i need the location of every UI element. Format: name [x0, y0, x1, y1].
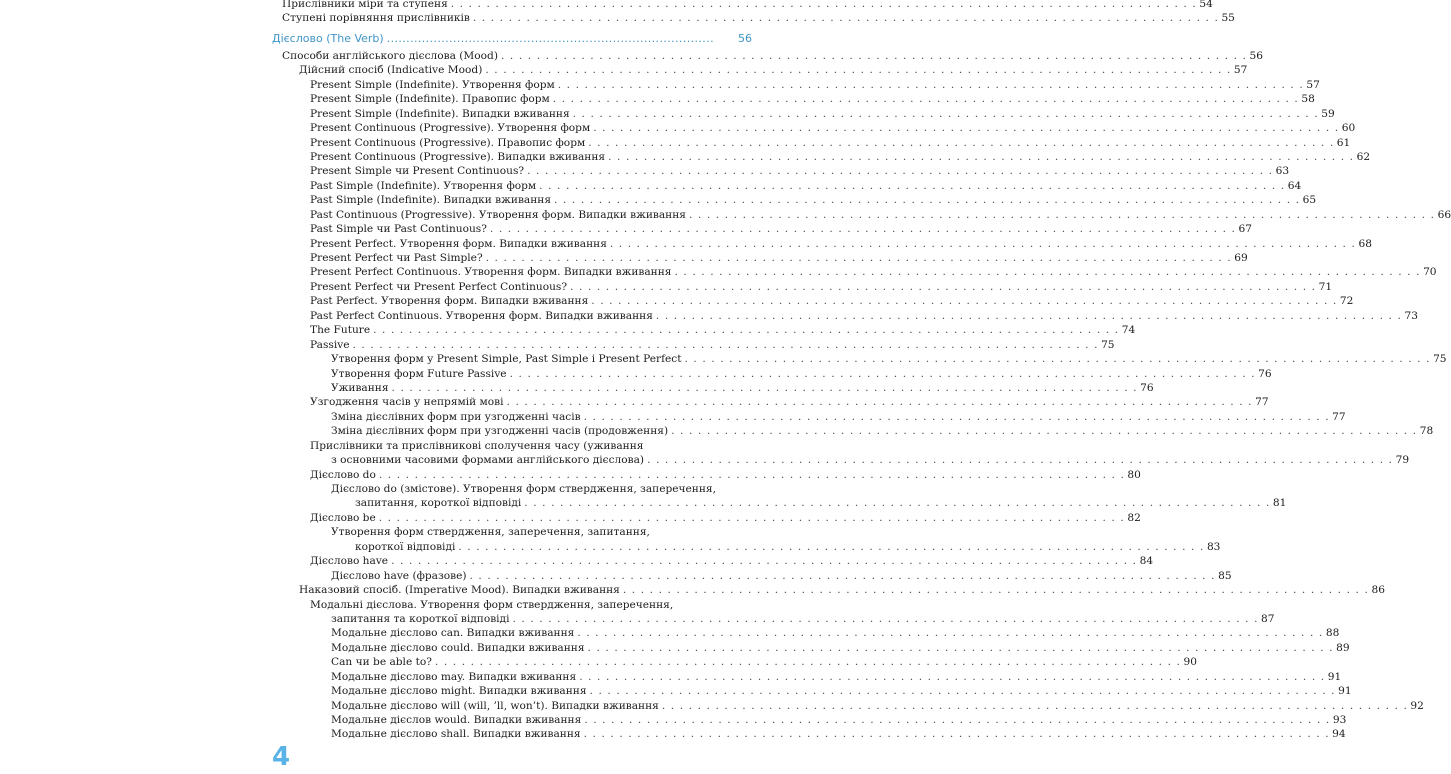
- toc-entry: [272, 280, 1333, 294]
- toc-entry-title: Past Perfect Continuous. Утворення форм. Випадки вживання: [310, 309, 653, 322]
- toc-entry: [272, 439, 752, 453]
- toc-entry: [272, 453, 1410, 467]
- toc-entry: [272, 727, 1346, 741]
- toc-entry-title: Passive: [310, 338, 350, 351]
- toc-entry-title: Утворення форм ствердження, заперечення, запитання,: [331, 526, 650, 539]
- toc-dot-leader: . . . . . . . . . . . . . . . . . . . . . . . . . . . . . . . . . . . . . . . . . . . . . . . . . . . . . . . . . . . . . . . . . . . . . . . . . . . . . . . . . . . .: [554, 194, 1301, 207]
- toc-entry-title: Модальне дієслов would. Випадки вживання: [331, 714, 582, 726]
- toc-entry: [272, 626, 1340, 640]
- toc-dot-leader: . . . . . . . . . . . . . . . . . . . . . . . . . . . . . . . . . . . . . . . . . . . . . . . . . . . . . . . . . . . . . . . . . . . . . . . . . . . . . . . . . . . .: [391, 555, 1138, 568]
- toc-entry: [272, 525, 752, 539]
- toc-dot-leader: ....................................................................................: [386, 31, 714, 45]
- toc-entry-page: 92: [1410, 699, 1424, 712]
- toc-dot-leader: . . . . . . . . . . . . . . . . . . . . . . . . . . . . . . . . . . . . . . . . . . . . . . . . . . . . . . . . . . . . . . . . . . . . . . . . . . . . . . . . . . . .: [671, 425, 1418, 438]
- toc-dot-leader: . . . . . . . . . . . . . . . . . . . . . . . . . . . . . . . . . . . . . . . . . . . . . . . . . . . . . . . . . . . . . . . . . . . . . . . . . . . . . . . . . . . .: [500, 49, 1248, 62]
- toc-entry: [272, 612, 1275, 626]
- toc-entry: [272, 583, 1385, 597]
- toc-entry-title: запитання та короткої відповіді: [331, 612, 510, 625]
- toc-entry-title: Present Simple чи Present Continuous?: [310, 165, 525, 178]
- toc-entry-page: 58: [1301, 93, 1315, 106]
- toc-entry-page: 71: [1318, 280, 1333, 293]
- toc-dot-leader: . . . . . . . . . . . . . . . . . . . . . . . . . . . . . . . . . . . . . . . . . . . . . . . . . . . . . . . . . . . . . . . . . . . . . . . . . . . . . . . . . . . .: [608, 150, 1355, 163]
- toc-entry: [272, 251, 1248, 265]
- toc-entry: [272, 49, 1264, 63]
- toc-entry-title: Дієслово have (фразове): [331, 569, 467, 582]
- toc-entry-page: 54: [1199, 0, 1213, 10]
- toc-entry-page: 90: [1183, 656, 1197, 669]
- toc-dot-leader: . . . . . . . . . . . . . . . . . . . . . . . . . . . . . . . . . . . . . . . . . . . . . . . . . . . . . . . . . . . . . . . . . . . . . . . . . . . . . . . . . . . .: [579, 670, 1326, 683]
- toc-entry-page: 70: [1423, 266, 1437, 279]
- toc-entry: [272, 150, 1371, 164]
- toc-entry-page: 85: [1218, 569, 1232, 582]
- toc-entry: [272, 222, 1252, 236]
- toc-entry-title: Present Continuous (Progressive). Утворення форм: [310, 122, 591, 135]
- toc-entry-page: 74: [1121, 324, 1136, 337]
- toc-entry-page: 60: [1341, 122, 1356, 135]
- toc-entry-page: 69: [1234, 252, 1248, 264]
- toc-entry: [272, 237, 1372, 251]
- toc-entry-title: Модальне дієслово can. Випадки вживання: [331, 627, 575, 640]
- toc-entry-title: Узгодження часів у непрямій мові: [310, 396, 504, 409]
- toc-entry-title: Модальне дієслово will (will, ’ll, won’t). Випадки вживання: [331, 699, 659, 712]
- toc-entry: [272, 121, 1356, 135]
- table-of-contents: [272, 0, 1451, 742]
- toc-entry-page: 61: [1336, 136, 1351, 149]
- toc-entry: [272, 395, 1269, 409]
- toc-dot-leader: . . . . . . . . . . . . . . . . . . . . . . . . . . . . . . . . . . . . . . . . . . . . . . . . . . . . . . . . . . . . . . . . . . . . . . . . . . . . . . . . . . . .: [485, 252, 1232, 264]
- toc-entry-title: Present Continuous (Progressive). Випадки вживання: [310, 150, 606, 163]
- toc-entry-title: Past Simple (Indefinite). Випадки вживання: [310, 194, 552, 207]
- toc-entry-page: 62: [1356, 150, 1371, 163]
- toc-dot-leader: . . . . . . . . . . . . . . . . . . . . . . . . . . . . . . . . . . . . . . . . . . . . . . . . . . . . . . . . . . . . . . . . . . . . . . . . . . . . . . . . . . . .: [469, 569, 1216, 582]
- toc-entry: [272, 11, 1235, 25]
- toc-entry: [272, 136, 1351, 150]
- toc-entry: [272, 511, 1141, 525]
- toc-entry-page: 56: [738, 31, 752, 45]
- toc-entry: [272, 482, 752, 496]
- toc-entry-title: Past Continuous (Progressive). Утворення форм. Випадки вживання: [310, 208, 686, 221]
- toc-dot-leader: . . . . . . . . . . . . . . . . . . . . . . . . . . . . . . . . . . . . . . . . . . . . . . . . . . . . . . . . . . . . . . . . . . . . . . . . . . . . . . . . . . . .: [570, 280, 1317, 293]
- toc-entry-page: 64: [1287, 179, 1302, 192]
- toc-entry-page: 77: [1332, 410, 1346, 423]
- toc-dot-leader: . . . . . . . . . . . . . . . . . . . . . . . . . . . . . . . . . . . . . . . . . . . . . . . . . . . . . . . . . . . . . . . . . . . . . . . . . . . . . . . . . . . .: [524, 497, 1271, 510]
- toc-entry-title: Уживання: [331, 381, 389, 394]
- toc-entry-title: Past Perfect. Утворення форм. Випадки вживання: [310, 295, 589, 308]
- toc-entry-title: Present Simple (Indefinite). Утворення форм: [310, 78, 555, 91]
- toc-dot-leader: . . . . . . . . . . . . . . . . . . . . . . . . . . . . . . . . . . . . . . . . . . . . . . . . . . . . . . . . . . . . . . . . . . . . . . . . . . . . . . . . . . . .: [647, 454, 1394, 467]
- toc-entry: [272, 670, 1342, 684]
- toc-entry-title: Зміна дієслівних форм при узгодженні часів (продовження): [331, 425, 669, 438]
- toc-entry: [272, 655, 1197, 669]
- toc-dot-leader: . . . . . . . . . . . . . . . . . . . . . . . . . . . . . . . . . . . . . . . . . . . . . . . . . . . . . . . . . . . . . . . . . . . . . . . . . . . . . . . . . . . .: [434, 656, 1181, 669]
- toc-entry: [272, 569, 1232, 583]
- toc-entry-title: Can чи be able to?: [331, 656, 432, 669]
- toc-dot-leader: . . . . . . . . . . . . . . . . . . . . . . . . . . . . . . . . . . . . . . . . . . . . . . . . . . . . . . . . . . . . . . . . . . . . . . . . . . . . . . . . . . . .: [458, 540, 1205, 553]
- toc-entry-title: Модальне дієслово could. Випадки вживання: [331, 641, 585, 654]
- toc-entry: [272, 554, 1154, 568]
- toc-entry-page: 91: [1338, 685, 1352, 698]
- toc-entry-title: Present Perfect Continuous. Утворення форм. Випадки вживання: [310, 266, 672, 279]
- toc-entry-title: Модальне дієслово may. Випадки вживання: [331, 670, 577, 683]
- toc-section-heading: [272, 30, 752, 48]
- toc-entry: [272, 496, 1287, 510]
- toc-entry: [272, 107, 1335, 121]
- toc-entry-page: 63: [1275, 165, 1290, 178]
- toc-entry-page: 77: [1255, 396, 1269, 409]
- toc-entry-page: 57: [1306, 78, 1320, 91]
- toc-dot-leader: . . . . . . . . . . . . . . . . . . . . . . . . . . . . . . . . . . . . . . . . . . . . . . . . . . . . . . . . . . . . . . . . . . . . . . . . . . . . . . . . . . . .: [577, 627, 1324, 640]
- toc-entry-title: Утворення форм Future Passive: [331, 367, 507, 380]
- toc-entry-title: Past Simple (Indefinite). Утворення форм: [310, 179, 537, 192]
- toc-entry-title: Present Perfect. Утворення форм. Випадки вживання: [310, 237, 607, 250]
- toc-entry: [272, 338, 1115, 352]
- toc-entry: [272, 265, 1437, 279]
- toc-dot-leader: . . . . . . . . . . . . . . . . . . . . . . . . . . . . . . . . . . . . . . . . . . . . . . . . . . . . . . . . . . . . . . . . . . . . . . . . . . . . . . . . . . . .: [622, 584, 1369, 597]
- toc-dot-leader: . . . . . . . . . . . . . . . . . . . . . . . . . . . . . . . . . . . . . . . . . . . . . . . . . . . . . . . . . . . . . . . . . . . . . . . . . . . . . . . . . . . .: [378, 511, 1125, 524]
- toc-entry-page: 78: [1419, 425, 1434, 438]
- toc-dot-leader: . . . . . . . . . . . . . . . . . . . . . . . . . . . . . . . . . . . . . . . . . . . . . . . . . . . . . . . . . . . . . . . . . . . . . . . . . . . . . . . . . . . .: [689, 208, 1436, 221]
- toc-dot-leader: . . . . . . . . . . . . . . . . . . . . . . . . . . . . . . . . . . . . . . . . . . . . . . . . . . . . . . . . . . . . . . . . . . . . . . . . . . . . . . . . . . . .: [509, 367, 1256, 380]
- toc-entry-page: 83: [1206, 540, 1221, 553]
- toc-dot-leader: . . . . . . . . . . . . . . . . . . . . . . . . . . . . . . . . . . . . . . . . . . . . . . . . . . . . . . . . . . . . . . . . . . . . . . . . . . . . . . . . . . . .: [378, 468, 1125, 481]
- toc-entry: [272, 179, 1302, 193]
- toc-entry: [272, 208, 1451, 222]
- toc-entry-title: Present Continuous (Progressive). Правопис форм: [310, 136, 586, 149]
- toc-entry-title: Прислівники та прислівникові сполучення часу (уживання: [310, 439, 644, 452]
- toc-entry-title: Способи англійського дієслова (Mood): [282, 49, 498, 62]
- toc-dot-leader: . . . . . . . . . . . . . . . . . . . . . . . . . . . . . . . . . . . . . . . . . . . . . . . . . . . . . . . . . . . . . . . . . . . . . . . . . . . . . . . . . . . .: [583, 728, 1330, 741]
- toc-dot-leader: . . . . . . . . . . . . . . . . . . . . . . . . . . . . . . . . . . . . . . . . . . . . . . . . . . . . . . . . . . . . . . . . . . . . . . . . . . . . . . . . . . . .: [527, 165, 1274, 178]
- toc-entry: [272, 424, 1434, 438]
- toc-dot-leader: . . . . . . . . . . . . . . . . . . . . . . . . . . . . . . . . . . . . . . . . . . . . . . . . . . . . . . . . . . . . . . . . . . . . . . . . . . . . . . . . . . . .: [674, 266, 1421, 279]
- toc-entry: [272, 63, 1248, 77]
- toc-entry-page: 79: [1395, 454, 1410, 467]
- toc-entry-title: Наказовий спосіб. (Imperative Mood). Випадки вживання: [299, 584, 620, 597]
- toc-dot-leader: . . . . . . . . . . . . . . . . . . . . . . . . . . . . . . . . . . . . . . . . . . . . . . . . . . . . . . . . . . . . . . . . . . . . . . . . . . . . . . . . . . . .: [588, 136, 1335, 149]
- toc-dot-leader: . . . . . . . . . . . . . . . . . . . . . . . . . . . . . . . . . . . . . . . . . . . . . . . . . . . . . . . . . . . . . . . . . . . . . . . . . . . . . . . . . . . .: [489, 223, 1236, 236]
- toc-entry-page: 67: [1238, 223, 1252, 236]
- toc-dot-leader: . . . . . . . . . . . . . . . . . . . . . . . . . . . . . . . . . . . . . . . . . . . . . . . . . . . . . . . . . . . . . . . . . . . . . . . . . . . . . . . . . . . .: [572, 107, 1319, 120]
- toc-entry-title: Ступені порівняння прислівників: [282, 12, 470, 25]
- toc-entry-title: короткої відповіді: [355, 540, 456, 553]
- toc-entry-title: Present Simple (Indefinite). Випадки вживання: [310, 107, 570, 120]
- toc-dot-leader: . . . . . . . . . . . . . . . . . . . . . . . . . . . . . . . . . . . . . . . . . . . . . . . . . . . . . . . . . . . . . . . . . . . . . . . . . . . . . . . . . . . .: [472, 12, 1219, 25]
- toc-entry-page: 87: [1261, 612, 1275, 625]
- toc-dot-leader: . . . . . . . . . . . . . . . . . . . . . . . . . . . . . . . . . . . . . . . . . . . . . . . . . . . . . . . . . . . . . . . . . . . . . . . . . . . . . . . . . . . .: [485, 64, 1232, 77]
- toc-entry-page: 91: [1327, 670, 1342, 683]
- toc-entry-page: 86: [1371, 584, 1385, 597]
- toc-entry-title: Дієслово be: [310, 511, 376, 524]
- toc-entry-page: 82: [1127, 511, 1141, 524]
- toc-entry-page: 76: [1140, 381, 1154, 394]
- toc-dot-leader: . . . . . . . . . . . . . . . . . . . . . . . . . . . . . . . . . . . . . . . . . . . . . . . . . . . . . . . . . . . . . . . . . . . . . . . . . . . . . . . . . . . .: [512, 612, 1259, 625]
- page-number: 4: [272, 742, 291, 772]
- toc-entry-title: Past Simple чи Past Continuous?: [310, 223, 487, 236]
- toc-entry: [272, 713, 1347, 727]
- toc-entry-page: 76: [1258, 367, 1272, 380]
- toc-entry: [272, 598, 752, 612]
- toc-entry-title: Дійсний спосіб (Indicative Mood): [299, 64, 483, 77]
- toc-dot-leader: . . . . . . . . . . . . . . . . . . . . . . . . . . . . . . . . . . . . . . . . . . . . . . . . . . . . . . . . . . . . . . . . . . . . . . . . . . . . . . . . . . . .: [557, 78, 1304, 91]
- toc-dot-leader: . . . . . . . . . . . . . . . . . . . . . . . . . . . . . . . . . . . . . . . . . . . . . . . . . . . . . . . . . . . . . . . . . . . . . . . . . . . . . . . . . . . .: [593, 122, 1340, 135]
- toc-dot-leader: . . . . . . . . . . . . . . . . . . . . . . . . . . . . . . . . . . . . . . . . . . . . . . . . . . . . . . . . . . . . . . . . . . . . . . . . . . . . . . . . . . . .: [391, 381, 1138, 394]
- toc-entry-title: Present Perfect чи Present Perfect Continuous?: [310, 280, 568, 293]
- toc-dot-leader: . . . . . . . . . . . . . . . . . . . . . . . . . . . . . . . . . . . . . . . . . . . . . . . . . . . . . . . . . . . . . . . . . . . . . . . . . . . . . . . . . . . .: [589, 685, 1336, 698]
- toc-entry: [272, 468, 1141, 482]
- toc-entry: [272, 641, 1350, 655]
- toc-dot-leader: . . . . . . . . . . . . . . . . . . . . . . . . . . . . . . . . . . . . . . . . . . . . . . . . . . . . . . . . . . . . . . . . . . . . . . . . . . . . . . . . . . . .: [584, 714, 1331, 726]
- toc-entry: [272, 193, 1317, 207]
- toc-entry-page: 84: [1139, 555, 1154, 568]
- toc-entry: [272, 0, 1213, 11]
- toc-entry: [272, 684, 1352, 698]
- toc-entry-title: Дієслово do: [310, 468, 376, 481]
- toc-entry-title: Дієслово do (змістове). Утворення форм ствердження, заперечення,: [331, 483, 716, 495]
- toc-entry: [272, 540, 1221, 554]
- toc-entry-page: 59: [1321, 107, 1335, 120]
- toc-dot-leader: . . . . . . . . . . . . . . . . . . . . . . . . . . . . . . . . . . . . . . . . . . . . . . . . . . . . . . . . . . . . . . . . . . . . . . . . . . . . . . . . . . . .: [655, 309, 1402, 322]
- toc-dot-leader: . . . . . . . . . . . . . . . . . . . . . . . . . . . . . . . . . . . . . . . . . . . . . . . . . . . . . . . . . . . . . . . . . . . . . . . . . . . . . . . . . . . .: [684, 353, 1431, 366]
- toc-entry-page: 66: [1437, 208, 1451, 221]
- toc-entry-page: 65: [1302, 194, 1317, 207]
- toc-entry-page: 57: [1233, 64, 1248, 77]
- toc-entry-title: Модальні дієслова. Утворення форм ствердження, заперечення,: [310, 598, 674, 611]
- toc-entry-page: 80: [1127, 468, 1141, 481]
- toc-entry-page: 94: [1332, 728, 1346, 741]
- toc-entry-title: Утворення форм у Present Simple, Past Simple і Present Perfect: [331, 353, 682, 366]
- toc-dot-leader: . . . . . . . . . . . . . . . . . . . . . . . . . . . . . . . . . . . . . . . . . . . . . . . . . . . . . . . . . . . . . . . . . . . . . . . . . . . . . . . . . . . .: [661, 699, 1408, 712]
- toc-entry: [272, 92, 1315, 106]
- toc-entry-page: 75: [1433, 353, 1447, 366]
- toc-entry-page: 72: [1339, 295, 1354, 308]
- toc-entry-page: 89: [1336, 641, 1350, 654]
- toc-entry: [272, 164, 1290, 178]
- toc-dot-leader: . . . . . . . . . . . . . . . . . . . . . . . . . . . . . . . . . . . . . . . . . . . . . . . . . . . . . . . . . . . . . . . . . . . . . . . . . . . . . . . . . . . .: [552, 93, 1299, 106]
- toc-entry: [272, 699, 1424, 713]
- toc-entry: [272, 352, 1447, 366]
- toc-entry-title: The Future: [310, 324, 371, 337]
- toc-entry: [272, 78, 1320, 92]
- toc-dot-leader: . . . . . . . . . . . . . . . . . . . . . . . . . . . . . . . . . . . . . . . . . . . . . . . . . . . . . . . . . . . . . . . . . . . . . . . . . . . . . . . . . . . .: [506, 396, 1253, 409]
- toc-entry-page: 75: [1101, 338, 1115, 351]
- toc-entry-page: 73: [1404, 309, 1418, 322]
- toc-entry: [272, 323, 1136, 337]
- toc-dot-leader: . . . . . . . . . . . . . . . . . . . . . . . . . . . . . . . . . . . . . . . . . . . . . . . . . . . . . . . . . . . . . . . . . . . . . . . . . . . . . . . . . . . .: [373, 324, 1120, 337]
- toc-entry: [272, 309, 1418, 323]
- toc-entry-title: Прислівники міри та ступеня: [282, 0, 448, 10]
- toc-entry-title: Модальне дієслово might. Випадки вживання: [331, 685, 587, 698]
- toc-entry-title: з основними часовими формами англійського дієслова): [331, 454, 645, 467]
- toc-entry: [272, 294, 1354, 308]
- toc-entry-page: 68: [1358, 237, 1372, 250]
- toc-entry-title: Дієслово (The Verb): [272, 31, 384, 45]
- toc-entry-title: Present Simple (Indefinite). Правопис форм: [310, 93, 550, 106]
- toc-entry-page: 55: [1221, 12, 1235, 25]
- toc-entry-title: Модальне дієслово shall. Випадки вживання: [331, 728, 581, 741]
- toc-dot-leader: . . . . . . . . . . . . . . . . . . . . . . . . . . . . . . . . . . . . . . . . . . . . . . . . . . . . . . . . . . . . . . . . . . . . . . . . . . . . . . . . . . . .: [583, 410, 1330, 423]
- toc-dot-leader: . . . . . . . . . . . . . . . . . . . . . . . . . . . . . . . . . . . . . . . . . . . . . . . . . . . . . . . . . . . . . . . . . . . . . . . . . . . . . . . . . . . .: [609, 237, 1356, 250]
- toc-entry: [272, 381, 1154, 395]
- toc-dot-leader: . . . . . . . . . . . . . . . . . . . . . . . . . . . . . . . . . . . . . . . . . . . . . . . . . . . . . . . . . . . . . . . . . . . . . . . . . . . . . . . . . . . .: [591, 295, 1338, 308]
- toc-entry: [272, 410, 1346, 424]
- toc-dot-leader: . . . . . . . . . . . . . . . . . . . . . . . . . . . . . . . . . . . . . . . . . . . . . . . . . . . . . . . . . . . . . . . . . . . . . . . . . . . . . . . . . . . .: [539, 179, 1286, 192]
- toc-dot-leader: . . . . . . . . . . . . . . . . . . . . . . . . . . . . . . . . . . . . . . . . . . . . . . . . . . . . . . . . . . . . . . . . . . . . . . . . . . . . . . . . . . . .: [450, 0, 1197, 10]
- toc-entry-title: Зміна дієслівних форм при узгодженні часів: [331, 410, 581, 423]
- toc-entry-page: 81: [1272, 497, 1287, 510]
- toc-entry-page: 88: [1325, 627, 1340, 640]
- toc-dot-leader: . . . . . . . . . . . . . . . . . . . . . . . . . . . . . . . . . . . . . . . . . . . . . . . . . . . . . . . . . . . . . . . . . . . . . . . . . . . . . . . . . . . .: [587, 641, 1334, 654]
- toc-entry-page: 56: [1249, 49, 1264, 62]
- toc-entry-title: Present Perfect чи Past Simple?: [310, 252, 483, 264]
- toc-entry: [272, 367, 1272, 381]
- toc-entry-title: запитання, короткої відповіді: [355, 497, 522, 510]
- toc-entry-title: Дієслово have: [310, 555, 389, 568]
- toc-dot-leader: . . . . . . . . . . . . . . . . . . . . . . . . . . . . . . . . . . . . . . . . . . . . . . . . . . . . . . . . . . . . . . . . . . . . . . . . . . . . . . . . . . . .: [352, 338, 1099, 351]
- toc-entry-page: 93: [1332, 714, 1347, 726]
